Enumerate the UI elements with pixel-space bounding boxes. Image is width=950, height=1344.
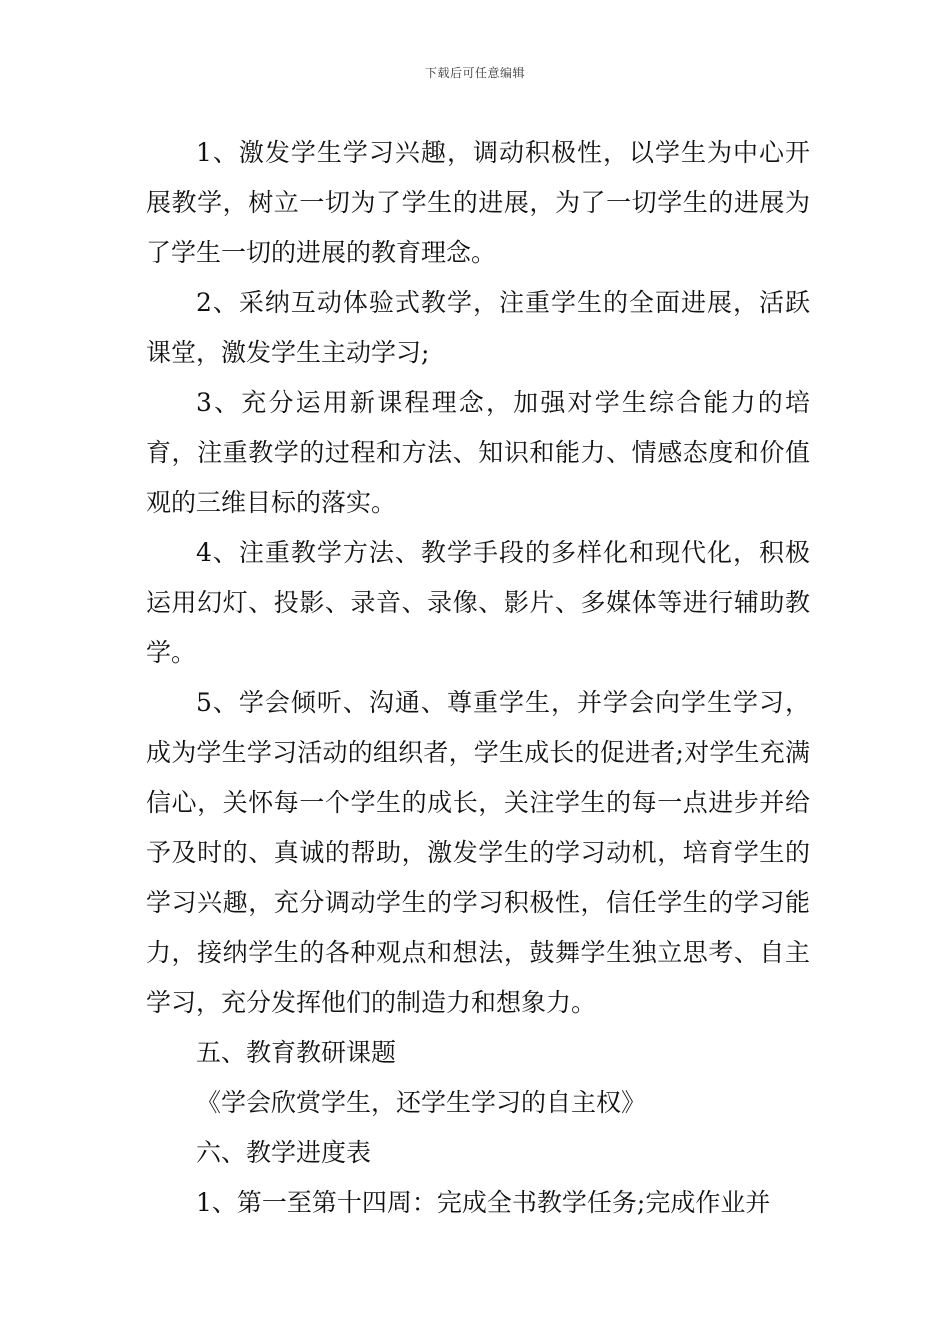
paragraph-goal-3: 3、充分运用新课程理念，加强对学生综合能力的培育，注重教学的过程和方法、知识和能力、情感态度和价值观的三维目标的落实。 xyxy=(146,388,810,517)
page-header: 下载后可任意编辑 xyxy=(424,66,525,80)
paragraph-goal-2: 2、采纳互动体验式教学，注重学生的全面进展，活跃课堂，激发学生主动学习; xyxy=(146,288,810,367)
section-heading-schedule: 六、教学进度表 xyxy=(196,1138,372,1167)
schedule-item-1: 1、第一至第十四周：完成全书教学任务;完成作业并 xyxy=(196,1188,771,1217)
document-body xyxy=(146,128,810,1228)
paragraph-goal-4: 4、注重教学方法、教学手段的多样化和现代化，积极运用幻灯、投影、录音、录像、影片、多媒体等进行辅助教学。 xyxy=(146,538,810,667)
paragraph-goal-1: 1、激发学生学习兴趣，调动积极性，以学生为中心开展教学，树立一切为了学生的进展，为了一切学生的进展为了学生一切的进展的教育理念。 xyxy=(146,138,810,267)
research-topic-title: 《学会欣赏学生，还学生学习的自主权》 xyxy=(196,1088,647,1117)
section-heading-research: 五、教育教研课题 xyxy=(196,1038,397,1067)
paragraph-goal-5: 5、学会倾听、沟通、尊重学生，并学会向学生学习，成为学生学习活动的组织者，学生成长的促进者;对学生充满信心，关怀每一个学生的成长，关注学生的每一点进步并给予及时的、真诚的帮助，激发学生的学习动机，培育学生的学习兴趣，充分调动学生的学习积极性，信任学生的学习能力，接纳学生的各种观点和想法，鼓舞学生独立思考、自主学习，充分发挥他们的制造力和想象力。 xyxy=(146,688,810,1017)
